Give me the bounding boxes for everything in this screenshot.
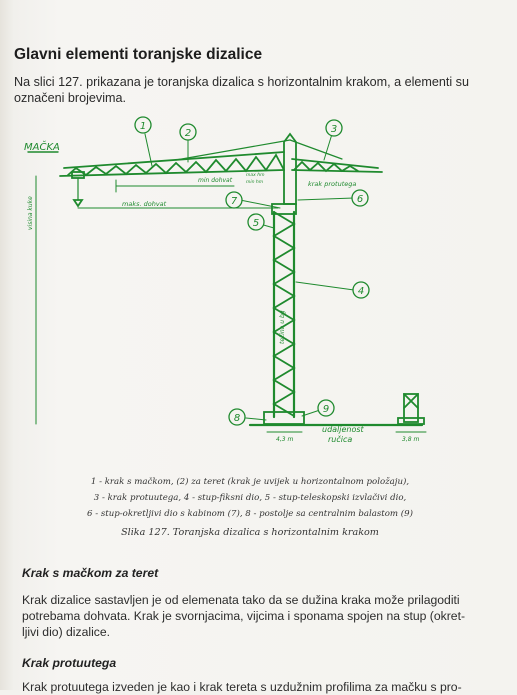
paragraph-line: potrebama dohvata. Krak je svornjacima, vijcima i sponama spojen na stup (okret-: [22, 609, 466, 623]
jib-tie: [176, 140, 290, 160]
section-title-jib: Krak s mačkom za teret: [22, 566, 159, 580]
distance-label-1: udaljenost: [322, 425, 364, 434]
callout-8-leader: [246, 418, 266, 420]
callout-7-number: 7: [230, 196, 238, 207]
callout-8-number: 8: [233, 413, 241, 424]
counter-jib-bottom: [292, 170, 382, 172]
callout-4-number: 4: [357, 286, 365, 297]
crane-figure: [12, 112, 452, 457]
counter-jib-top: [292, 159, 378, 168]
callout-5-number: 5: [252, 218, 260, 229]
callout-3-number: 3: [330, 124, 338, 135]
small-label-2: min hm: [246, 180, 264, 185]
base-dim-label: 4,3 m: [276, 436, 294, 443]
paragraph-line: Krak dizalice sastavljen je od elemenata tako da se dužina kraka može prilagoditi: [22, 593, 460, 607]
tower-crane-diagram: [12, 112, 452, 457]
max-reach-label: maks. dohvat: [122, 200, 167, 208]
distance-label-2: ručica: [328, 435, 353, 444]
callout-9-number: 9: [322, 404, 330, 415]
hook: [74, 200, 82, 206]
section-paragraph-counter-jib: [22, 679, 477, 695]
figure-caption: Slika 127. Toranjska dizalica s horizontalnim krakom: [121, 527, 379, 538]
callout-3-leader: [324, 134, 332, 160]
counter-jib-label: krak protutega: [308, 180, 357, 188]
small-label-1: max hm: [246, 173, 265, 178]
hook-height-label: visina kuke: [27, 196, 34, 230]
callout-4-leader: [296, 282, 354, 290]
mast-weight-label: težina u bg: [279, 310, 286, 344]
paragraph-line: Krak protuutega izveden je kao i krak tereta s uzdužnim profilima za mačku s pro-: [22, 680, 462, 694]
side-view-base: [398, 418, 424, 424]
legend-line: 6 - stup-okretljivi dio s kabinom (7), 8 - postolje sa centralnim balastom (9): [87, 509, 413, 519]
section-title-counter-jib: Krak protuutega: [22, 656, 117, 670]
callout-2-number: 2: [184, 128, 192, 139]
counter-tie: [290, 140, 342, 159]
min-reach-label: min dohvat: [198, 177, 233, 184]
callout-6-number: 6: [356, 194, 364, 205]
side-view-brace: [404, 394, 418, 408]
legend-line: 1 - krak s mačkom, (2) za teret (krak je uvijek u horizontalnom položaju),: [90, 477, 410, 487]
page-heading: Glavni elementi toranjske dizalice: [14, 46, 263, 63]
intro-paragraph: Na slici 127. prikazana je toranjska dizalica s horizontalnim krakom, a elementi su označeni brojevima.: [14, 75, 469, 105]
section-paragraph-jib: [22, 592, 477, 640]
callout-6-leader: [298, 198, 354, 200]
paragraph-line: ljivi dio) dizalice.: [22, 625, 111, 639]
legend-line: 3 - krak protuutega, 4 - stup-fiksni dio, 5 - stup-teleskopski izvlačivi dio,: [93, 493, 407, 503]
side-view-dim-label: 3,8 m: [402, 436, 420, 443]
crane-base: [264, 412, 304, 424]
macka-label: MAČKA: [24, 142, 60, 153]
callout-1-number: 1: [139, 121, 147, 132]
figure-legend: [60, 474, 440, 522]
